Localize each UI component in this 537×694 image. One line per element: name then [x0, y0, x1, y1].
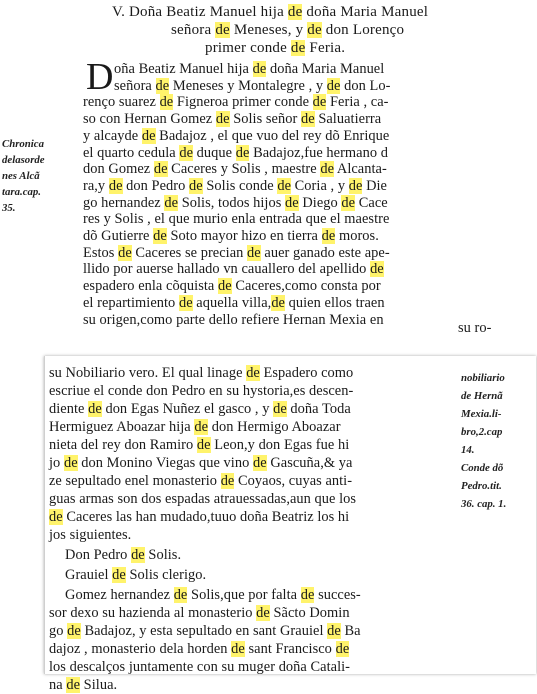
body-line: su ro-: [458, 320, 492, 337]
margin-note-line: de Hernã: [461, 390, 503, 402]
body-line: señora de Meneses y Montalegre , y de don Lo-: [114, 77, 391, 94]
body-line: so con Hernan Gomez de Solis señor de Saluatierra: [83, 111, 382, 128]
heading-line-1: V. Doña Beatiz Manuel hija de doña Maria Manuel: [112, 4, 429, 20]
body-line: jo de don Monino Viegas que vino de Gascuña,& ya: [49, 455, 353, 471]
page-fragment-top: [0, 0, 537, 337]
margin-note-line: tara.cap.: [2, 186, 41, 198]
body-line: dajoz , monasterio dela horden de sant Francisco de: [49, 641, 350, 657]
body-line: don Gomez de Caceres y Solis , maestre de Alcanta-: [83, 161, 387, 178]
body-line: Grauiel de Solis clerigo.: [65, 567, 207, 583]
body-line: na de Silua.: [49, 677, 118, 693]
body-line: los descalços juntamente con su muger doña Catali-: [49, 659, 351, 675]
body-line: Gomez hernandez de Solis,que por falta de succes-: [65, 587, 361, 603]
body-line: nieta del rey don Ramiro de Leon,y don Egas fue hi: [49, 437, 350, 453]
body-line: diente de don Egas Nuñez el gasco , y de doña Toda: [49, 401, 351, 417]
margin-note-line: Conde dõ: [461, 462, 504, 474]
margin-note-line: Chronica: [2, 138, 45, 150]
body-line: dõ Gutierre de Soto mayor hizo en tierra de moros.: [83, 228, 379, 244]
body-line: ra,y de don Pedro de Solis conde de Coria , y de Die: [83, 177, 387, 194]
margin-note-line: 36. cap. 1.: [461, 498, 507, 510]
margin-note-line: nobiliario: [461, 372, 505, 384]
body-line: go de Badajoz, y esta sepultado en sant Grauiel de Ba: [49, 623, 361, 639]
body-line: Estos de Caceres se precian de auer ganado este ape-: [83, 244, 390, 261]
body-line: Hermiguez Aboazar hija de don Hermigo Aboazar: [49, 419, 341, 435]
body-line: jos siguientes.: [49, 527, 132, 543]
body-line: llido por auerse hallado vn cauallero del apellido de: [83, 261, 384, 278]
body-line: guas armas son dos espadas atrauessadas,aun que los: [49, 491, 357, 507]
body-line: el repartimiento de aquella villa,de quien ellos traen: [83, 294, 385, 311]
margin-note-line: delasorde: [2, 154, 45, 166]
body-line: el quarto cedula de duque de Badajoz,fue hermano d: [83, 144, 388, 161]
margin-note-line: Pedro.tit.: [461, 480, 502, 492]
body-line: go hernandez de Solis, todos hijos de Diego de Cace: [83, 194, 388, 211]
margin-note-line: bro,2.cap: [461, 426, 503, 438]
body-line: y alcayde de Badajoz , el que vuo del rey dõ Enrique: [83, 127, 390, 144]
margin-note-line: Mexia.li-: [461, 408, 502, 420]
body-line: renço suarez de Figneroa primer conde de Feria , ca-: [83, 94, 389, 111]
margin-note-line: 35.: [2, 202, 16, 214]
body-line: ze sepultado enel monasterio de Coyaos, cuyas anti-: [49, 473, 353, 489]
drop-cap: D: [86, 56, 114, 98]
body-line: res y Solis , el que murio enla entrada que el maestre: [83, 211, 390, 228]
body-line: de Caceres las han mudado,tuuo doña Beatriz los hi: [49, 509, 350, 525]
body-line: su origen,como parte dello refiere Hernan Mexia en: [83, 311, 384, 328]
margin-note-line: 14.: [461, 444, 475, 456]
body-line: su Nobiliario vero. El qual linage de Espadero como: [49, 365, 354, 381]
heading-line-2: señora de Meneses, y de don Lorenço: [171, 22, 405, 38]
heading-line-3: primer conde de Feria.: [205, 40, 346, 56]
body-line: escriue el conde don Pedro en su hystoria,es descen-: [49, 383, 354, 399]
body-line: Don Pedro de Solis.: [65, 547, 182, 563]
page-fragment-bottom: [44, 356, 536, 693]
body-line: sor dexo su hazienda al monasterio de Sãcto Domin: [49, 605, 350, 621]
margin-note-line: nes Alcã: [2, 170, 40, 182]
body-line: oña Beatiz Manuel hija de doña Maria Manuel: [114, 61, 385, 77]
body-line: espadero enla cõquista de Caceres,como consta por: [83, 278, 381, 295]
